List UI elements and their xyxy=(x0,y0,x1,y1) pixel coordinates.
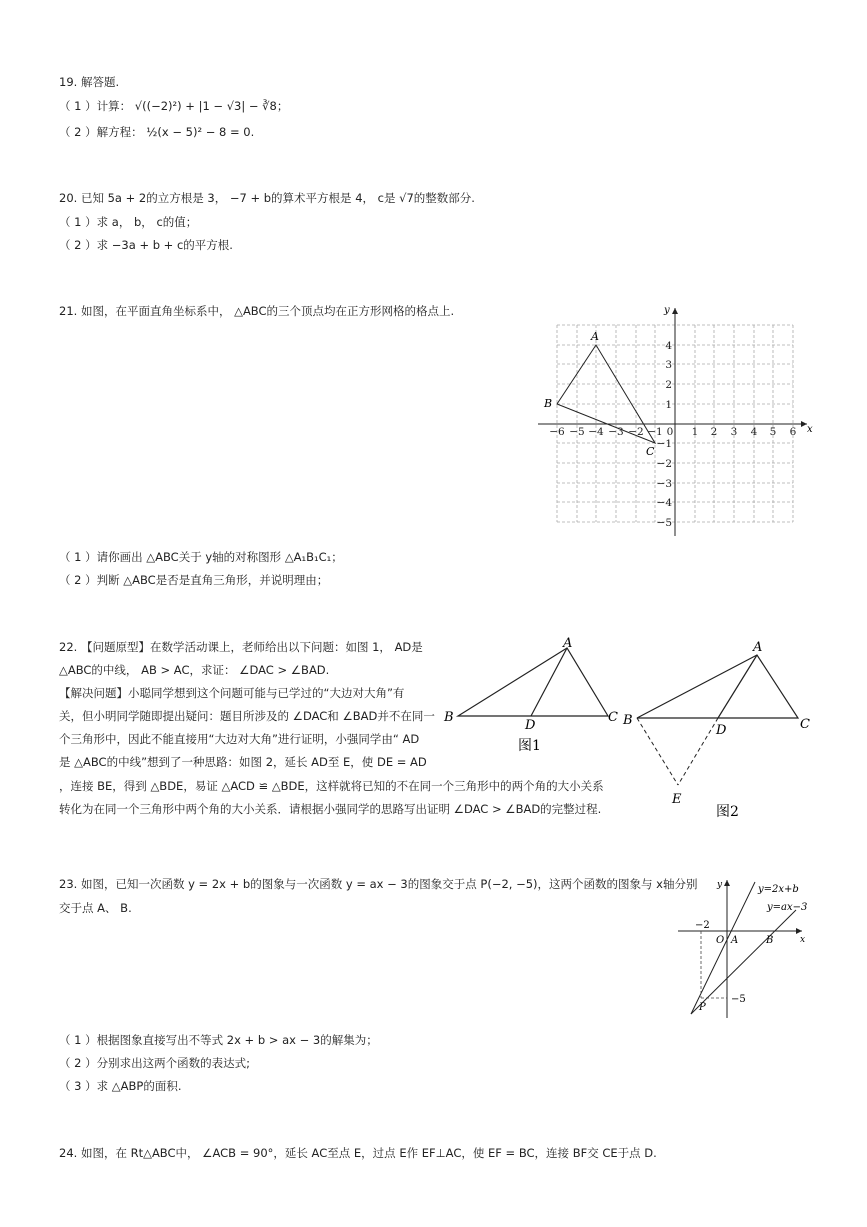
x-tick: 3 xyxy=(730,426,738,438)
q21-part1: （ 1 ）请你画出 △ABC关于 y轴的对称图形 △A₁B₁C₁； xyxy=(59,550,343,564)
q19-part2: （ 2 ）解方程： ½(x − 5)² − 8 = 0. xyxy=(59,125,255,139)
fig2-label-d: D xyxy=(716,723,727,738)
q23-point-b-label: B xyxy=(766,935,774,946)
x-tick: −6 xyxy=(549,426,565,438)
q23-x-axis-label: x xyxy=(800,935,806,945)
q22-line8: 转化为在同一个三角形中两个角的大小关系．请根据小强同学的思路写出证明 ∠DAC > ∠BAD的完整过程. xyxy=(59,802,602,816)
y-tick: 2 xyxy=(665,379,672,391)
q19-title: 19. 解答题. xyxy=(59,75,120,89)
q19-part1: （ 1 ）计算： √((−2)²) + |1 − √3| − ∛8； xyxy=(59,99,289,113)
q22-line5: 个三角形中，因此不能直接用“大边对大角”进行证明，小强同学由“ AD xyxy=(59,732,420,746)
q23-part1: （ 1 ）根据图象直接写出不等式 2x + b > ax − 3的解集为； xyxy=(59,1033,378,1047)
y-tick: 4 xyxy=(665,340,672,352)
y-tick: 3 xyxy=(665,359,672,371)
x-tick: −5 xyxy=(569,426,585,438)
point-a-label: A xyxy=(591,330,599,343)
x-tick: −2 xyxy=(628,426,644,438)
x-tick: 2 xyxy=(710,426,718,438)
x-tick: −4 xyxy=(588,426,604,438)
q23-point-p-label: P xyxy=(699,1002,706,1013)
y-axis-label: y xyxy=(664,305,670,316)
fig2-label-e: E xyxy=(672,792,682,807)
fig2-label-c: C xyxy=(800,717,810,732)
q23-point-a-label: A xyxy=(731,935,739,946)
q23-line2: 交于点 A、 B. xyxy=(59,901,132,915)
q22-line6: 是 △ABC的中线”想到了一种思路：如图 2，延长 AD至 E，使 DE = AD xyxy=(59,755,427,769)
q22-figure-2 xyxy=(620,635,815,820)
point-c-label: C xyxy=(646,445,655,458)
y-tick: −1 xyxy=(656,438,672,450)
q23-part3: （ 3 ）求 △ABP的面积. xyxy=(59,1079,182,1093)
x-tick: −3 xyxy=(608,426,624,438)
fig1-label-a: A xyxy=(563,636,573,651)
y-tick: 1 xyxy=(665,399,672,411)
q23-y-tick: −5 xyxy=(731,994,746,1005)
x-axis-label: x xyxy=(807,424,813,435)
x-tick: 1 xyxy=(691,426,699,438)
fig2-caption: 图2 xyxy=(716,804,739,820)
q20-part2: （ 2 ）求 −3a + b + c的平方根. xyxy=(59,238,233,252)
fig1-label-c: C xyxy=(608,710,618,725)
q23-part2: （ 2 ）分别求出这两个函数的表达式; xyxy=(59,1056,251,1070)
y-tick: −3 xyxy=(656,478,672,490)
fig2-label-a: A xyxy=(753,640,763,655)
x-tick: −1 xyxy=(647,426,663,438)
x-tick: 6 xyxy=(789,426,797,438)
y-tick: −5 xyxy=(656,517,672,529)
line2-label: y=ax−3 xyxy=(767,902,808,913)
q23-y-axis-label: y xyxy=(717,880,723,890)
point-b-label: B xyxy=(544,397,553,410)
fig1-label-b: B xyxy=(444,710,454,725)
q22-line3: 【解决问题】小聪同学想到这个问题可能与已学过的“大边对大角”有 xyxy=(59,686,405,700)
fig1-label-d: D xyxy=(525,718,536,733)
line1-label: y=2x+b xyxy=(758,884,799,895)
q22-line1: 22. 【问题原型】在数学活动课上，老师给出以下问题：如图 1， AD是 xyxy=(59,640,423,654)
q21-coordinate-graph xyxy=(530,300,815,542)
origin-label: 0 xyxy=(666,426,674,438)
q23-function-graph xyxy=(672,872,812,1022)
q23-origin-label: O xyxy=(716,935,725,946)
q23-x-tick: −2 xyxy=(695,920,710,931)
y-tick: −2 xyxy=(656,458,672,470)
q21-part2: （ 2 ）判断 △ABC是否是直角三角形，并说明理由； xyxy=(59,573,329,587)
y-tick: −4 xyxy=(656,497,672,509)
q22-line4: 关，但小明同学随即提出疑问：题目所涉及的 ∠DAC和 ∠BAD并不在同一 xyxy=(59,709,435,723)
q22-line7: ，连接 BE，得到 △BDE，易证 △ACD ≌ △BDE，这样就将已知的不在同一个三角形中的两个角的大小关系 xyxy=(59,779,604,793)
fig1-caption: 图1 xyxy=(518,738,541,754)
x-tick: 5 xyxy=(769,426,777,438)
q22-figure-1 xyxy=(440,632,625,757)
q20-stem: 20. 已知 5a + 2的立方根是 3， −7 + b的算术平方根是 4， c是 √7的整数部分. xyxy=(59,191,475,205)
q21-stem: 21. 如图，在平面直角坐标系中， △ABC的三个顶点均在正方形网格的格点上. xyxy=(59,304,455,318)
q23-line1: 23. 如图，已知一次函数 y = 2x + b的图象与一次函数 y = ax − 3的图象交于点 P(−2, −5)，这两个函数的图象与 x轴分别 xyxy=(59,877,698,891)
q22-line2: △ABC的中线， AB > AC，求证： ∠DAC > ∠BAD. xyxy=(59,663,330,677)
x-tick: 4 xyxy=(750,426,758,438)
q20-part1: （ 1 ）求 a， b， c的值； xyxy=(59,215,198,229)
q24-stem: 24. 如图，在 Rt△ABC中， ∠ACB = 90°，延长 AC至点 E，过点 E作 EF⊥AC，使 EF = BC，连接 BF交 CE于点 D. xyxy=(59,1146,657,1160)
fig2-label-b: B xyxy=(623,713,633,728)
